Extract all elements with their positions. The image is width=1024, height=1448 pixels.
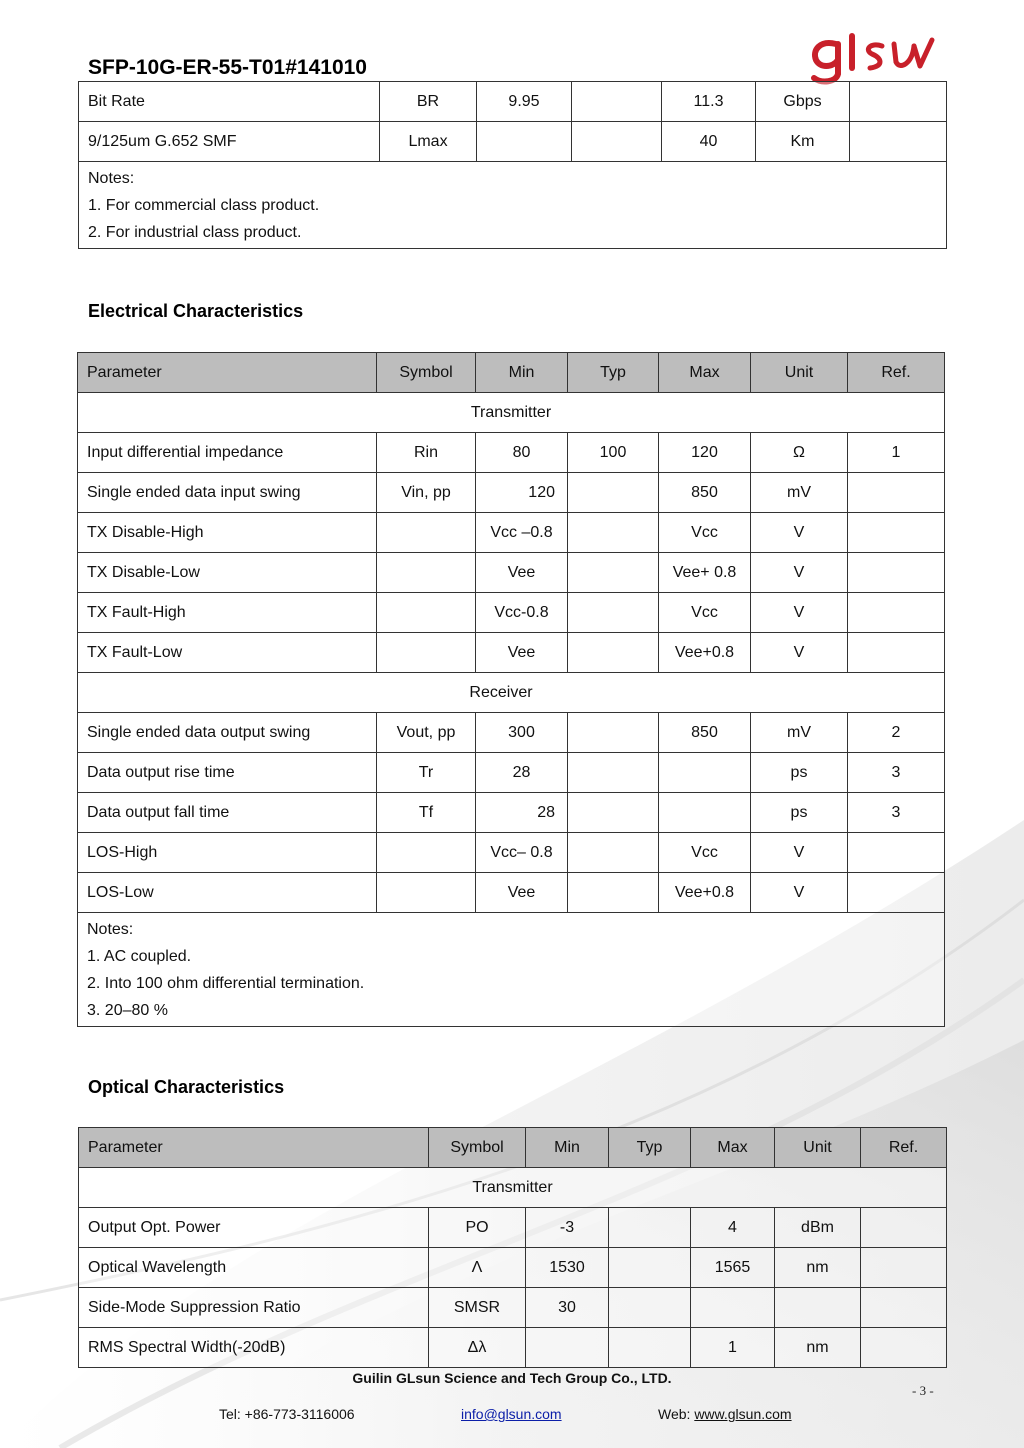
cell-parameter: Data output rise time <box>78 753 377 793</box>
cell-symbol: Λ <box>429 1248 526 1288</box>
cell-parameter: 9/125um G.652 SMF <box>79 122 380 162</box>
cell-unit: dBm <box>775 1208 861 1248</box>
cell-max: 850 <box>659 473 751 513</box>
table-row <box>79 1208 947 1248</box>
cell-min: 80 <box>476 433 568 473</box>
cell-unit: ps <box>751 753 848 793</box>
cell-ref: 2 <box>848 713 945 753</box>
header-max: Max <box>691 1128 775 1168</box>
cell-unit <box>775 1288 861 1328</box>
cell-parameter: Single ended data output swing <box>78 713 377 753</box>
cell-ref <box>861 1248 947 1288</box>
notes-heading: Notes: <box>88 170 135 187</box>
cell-ref <box>861 1288 947 1328</box>
notes-heading: Notes: <box>87 921 134 938</box>
cell-parameter: Bit Rate <box>79 82 380 122</box>
cell-ref: 1 <box>848 433 945 473</box>
notes-row <box>78 913 945 1027</box>
cell-symbol: Tf <box>377 793 476 833</box>
cell-unit: V <box>751 513 848 553</box>
cell-unit: V <box>751 593 848 633</box>
cell-typ <box>609 1328 691 1368</box>
cell-parameter: Data output fall time <box>78 793 377 833</box>
notes-cell <box>78 913 945 1027</box>
cell-unit: V <box>751 833 848 873</box>
cell-ref <box>848 873 945 913</box>
table-row <box>78 633 945 673</box>
cell-typ <box>609 1288 691 1328</box>
optical-section-title: Optical Characteristics <box>88 1077 285 1097</box>
cell-unit: mV <box>751 473 848 513</box>
table-row <box>78 793 945 833</box>
cell-parameter: Side-Mode Suppression Ratio <box>79 1288 429 1328</box>
cell-unit: V <box>751 633 848 673</box>
cell-min: Vcc –0.8 <box>476 513 568 553</box>
cell-parameter: LOS-High <box>78 833 377 873</box>
cell-typ <box>572 82 662 122</box>
footer-web-link[interactable]: www.glsun.com <box>694 1406 792 1422</box>
cell-symbol: SMSR <box>429 1288 526 1328</box>
cell-typ <box>568 833 659 873</box>
cell-ref <box>848 553 945 593</box>
cell-symbol: PO <box>429 1208 526 1248</box>
cell-ref <box>848 473 945 513</box>
cell-symbol <box>377 633 476 673</box>
cell-parameter: TX Disable-High <box>78 513 377 553</box>
cell-max: 1 <box>691 1328 775 1368</box>
cell-max: 4 <box>691 1208 775 1248</box>
header-unit: Unit <box>775 1128 861 1168</box>
optical-table <box>78 1127 947 1368</box>
table-row <box>78 553 945 593</box>
cell-ref <box>861 1208 947 1248</box>
header-unit: Unit <box>751 353 848 393</box>
cell-typ <box>568 633 659 673</box>
cell-min <box>526 1328 609 1368</box>
footer-tel: Tel: +86-773-3116006 <box>219 1406 355 1422</box>
cell-typ <box>568 753 659 793</box>
table-row <box>78 433 945 473</box>
cell-symbol <box>377 833 476 873</box>
group-label: Transmitter <box>79 1168 947 1208</box>
cell-max <box>691 1288 775 1328</box>
cell-parameter: Single ended data input swing <box>78 473 377 513</box>
cell-typ <box>572 122 662 162</box>
cell-max: 850 <box>659 713 751 753</box>
header-symbol: Symbol <box>429 1128 526 1168</box>
cell-ref <box>848 593 945 633</box>
cell-typ <box>568 713 659 753</box>
cell-min: Vcc– 0.8 <box>476 833 568 873</box>
cell-symbol: Rin <box>377 433 476 473</box>
table-row <box>79 122 947 162</box>
cell-typ <box>609 1248 691 1288</box>
footer-web <box>658 1406 792 1422</box>
table-row <box>78 593 945 633</box>
cell-max: 11.3 <box>662 82 756 122</box>
footer-web-label: Web: <box>658 1406 695 1422</box>
group-row-transmitter <box>78 393 945 433</box>
cell-ref <box>861 1328 947 1368</box>
cell-min: 9.95 <box>477 82 572 122</box>
header-ref: Ref. <box>861 1128 947 1168</box>
cell-min: 28 <box>476 753 568 793</box>
cell-max <box>659 753 751 793</box>
electrical-table <box>77 352 945 1027</box>
table-header-row <box>79 1128 947 1168</box>
cell-min: 1530 <box>526 1248 609 1288</box>
cell-parameter: RMS Spectral Width(-20dB) <box>79 1328 429 1368</box>
cell-typ <box>568 553 659 593</box>
header-typ: Typ <box>568 353 659 393</box>
cell-unit: ps <box>751 793 848 833</box>
cell-symbol: Vin, pp <box>377 473 476 513</box>
cell-ref <box>848 833 945 873</box>
cell-ref: 3 <box>848 753 945 793</box>
cell-typ <box>568 793 659 833</box>
electrical-section-title: Electrical Characteristics <box>88 301 304 321</box>
cell-symbol <box>377 593 476 633</box>
notes-row <box>79 162 947 249</box>
cell-ref <box>850 122 947 162</box>
table-row <box>78 873 945 913</box>
cell-max: Vee+ 0.8 <box>659 553 751 593</box>
cell-parameter: TX Disable-Low <box>78 553 377 593</box>
cell-min: Vcc-0.8 <box>476 593 568 633</box>
cell-min: 30 <box>526 1288 609 1328</box>
cell-unit: Gbps <box>756 82 850 122</box>
cell-unit: V <box>751 873 848 913</box>
cell-max: Vee+0.8 <box>659 873 751 913</box>
cell-symbol <box>377 553 476 593</box>
table-header-row <box>78 353 945 393</box>
cell-parameter: Input differential impedance <box>78 433 377 473</box>
cell-symbol: Vout, pp <box>377 713 476 753</box>
table-row <box>79 1328 947 1368</box>
cell-unit: Ω <box>751 433 848 473</box>
cell-max: Vcc <box>659 593 751 633</box>
header-parameter: Parameter <box>78 353 377 393</box>
page-number: - 3 - <box>912 1383 934 1398</box>
cell-ref <box>848 633 945 673</box>
cell-unit: Km <box>756 122 850 162</box>
cell-min: Vee <box>476 553 568 593</box>
cell-min: -3 <box>526 1208 609 1248</box>
cell-symbol: BR <box>380 82 477 122</box>
cell-ref: 3 <box>848 793 945 833</box>
cell-parameter: Output Opt. Power <box>79 1208 429 1248</box>
cell-typ <box>568 593 659 633</box>
cell-unit: nm <box>775 1248 861 1288</box>
cell-parameter: TX Fault-High <box>78 593 377 633</box>
note-item: 1. For commercial class product. <box>88 197 320 214</box>
cell-symbol: Tr <box>377 753 476 793</box>
cell-min: 120 <box>476 473 568 513</box>
cell-min: 28 <box>476 793 568 833</box>
header-parameter: Parameter <box>79 1128 429 1168</box>
cell-max: 40 <box>662 122 756 162</box>
note-item: 3. 20–80 % <box>87 1002 168 1019</box>
table-row <box>78 713 945 753</box>
table-row <box>79 1288 947 1328</box>
cell-typ <box>568 473 659 513</box>
cell-max <box>659 793 751 833</box>
table-row <box>78 833 945 873</box>
group-label: Transmitter <box>78 393 945 433</box>
cell-typ <box>609 1208 691 1248</box>
header-min: Min <box>526 1128 609 1168</box>
cell-min: 300 <box>476 713 568 753</box>
header-ref: Ref. <box>848 353 945 393</box>
cell-unit: mV <box>751 713 848 753</box>
cell-symbol: Lmax <box>380 122 477 162</box>
group-row-transmitter <box>79 1168 947 1208</box>
group-row-receiver <box>78 673 945 713</box>
header-symbol: Symbol <box>377 353 476 393</box>
document-title: SFP-10G-ER-55-T01#141010 <box>88 56 367 79</box>
cell-max: Vee+0.8 <box>659 633 751 673</box>
cell-max: 120 <box>659 433 751 473</box>
note-item: 2. Into 100 ohm differential termination. <box>87 975 365 992</box>
cell-symbol: Δλ <box>429 1328 526 1368</box>
cell-parameter: Optical Wavelength <box>79 1248 429 1288</box>
footer-company: Guilin GLsun Science and Tech Group Co., LTD. <box>352 1370 672 1386</box>
table-row <box>78 513 945 553</box>
header-typ: Typ <box>609 1128 691 1168</box>
cell-min: Vee <box>476 873 568 913</box>
cell-parameter: TX Fault-Low <box>78 633 377 673</box>
cell-max: Vcc <box>659 833 751 873</box>
cell-min: Vee <box>476 633 568 673</box>
cell-typ <box>568 873 659 913</box>
table-row <box>79 82 947 122</box>
cell-parameter: LOS-Low <box>78 873 377 913</box>
cell-ref <box>848 513 945 553</box>
footer-email-link[interactable]: info@glsun.com <box>461 1406 562 1422</box>
group-label: Receiver <box>78 673 945 713</box>
cell-max: Vcc <box>659 513 751 553</box>
table-row <box>79 1248 947 1288</box>
cell-typ: 100 <box>568 433 659 473</box>
cell-max: 1565 <box>691 1248 775 1288</box>
cell-symbol <box>377 513 476 553</box>
cell-min <box>477 122 572 162</box>
glsun-logo <box>808 30 938 86</box>
header-max: Max <box>659 353 751 393</box>
table-row <box>78 753 945 793</box>
cell-ref <box>850 82 947 122</box>
header-min: Min <box>476 353 568 393</box>
spec-table-continued <box>78 81 947 249</box>
table-row <box>78 473 945 513</box>
cell-symbol <box>377 873 476 913</box>
notes-cell <box>79 162 947 249</box>
note-item: 2. For industrial class product. <box>88 224 302 241</box>
cell-unit: nm <box>775 1328 861 1368</box>
note-item: 1. AC coupled. <box>87 948 192 965</box>
cell-typ <box>568 513 659 553</box>
cell-unit: V <box>751 553 848 593</box>
